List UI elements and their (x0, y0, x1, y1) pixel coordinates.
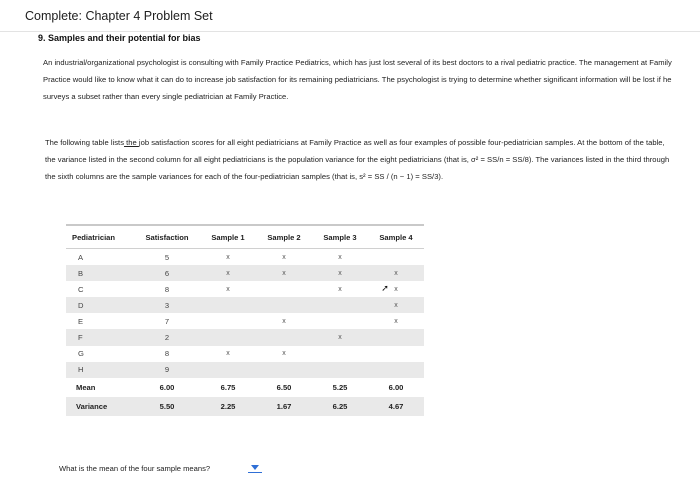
answer-dropdown[interactable] (248, 463, 262, 473)
sample-2-mark (256, 362, 312, 378)
mouse-pointer-icon: ➚ (381, 282, 389, 293)
sample-2-mark: x (282, 317, 286, 325)
pediatrician-cell: F (66, 329, 134, 345)
pediatrician-cell: D (66, 297, 134, 313)
question-text: What is the mean of the four sample means? (59, 464, 211, 473)
page-title: Complete: Chapter 4 Problem Set (25, 9, 213, 23)
satisfaction-cell: 9 (134, 362, 200, 378)
sample-4-mark-text: x (394, 285, 398, 293)
sample-4-mark (368, 329, 424, 345)
sample-3-mark (312, 297, 368, 313)
sample-1-mark (200, 362, 256, 378)
sample-4-mark (368, 362, 424, 378)
sample-2-mark (256, 297, 312, 313)
pediatrician-cell: H (66, 362, 134, 378)
variance-sample-2: 1.67 (256, 397, 312, 416)
sample-1-mark (200, 329, 256, 345)
sample-3-mark (312, 362, 368, 378)
variance-sample-3: 6.25 (312, 397, 368, 416)
table-row (66, 281, 424, 297)
mean-sample-4: 6.00 (388, 382, 404, 392)
top-bar (0, 0, 700, 32)
variance-sample-1: 2.25 (200, 397, 256, 416)
sample-3-mark (312, 313, 368, 329)
sample-2-mark: x (282, 253, 286, 261)
satisfaction-cell: 8 (164, 349, 170, 359)
sample-4-mark (368, 249, 424, 266)
sample-1-mark (200, 313, 256, 329)
sample-2-mark: x (282, 350, 286, 358)
mean-label: Mean (76, 382, 96, 392)
header-sample-3: Sample 3 (312, 226, 368, 249)
table-intro-paragraph (45, 134, 675, 186)
header-sample-4: Sample 4 (368, 226, 424, 249)
pediatrician-cell: B (66, 265, 134, 281)
sample-2-mark (256, 281, 312, 297)
sample-3-mark: x (338, 253, 342, 261)
satisfaction-cell: 3 (134, 297, 200, 313)
table-row (66, 265, 424, 281)
sample-3-mark: x (312, 265, 368, 281)
sample-1-mark (200, 297, 256, 313)
variance-sample-4: 4.67 (368, 397, 424, 416)
pediatrician-cell: C (78, 284, 84, 294)
table-row (66, 329, 424, 345)
sample-4-mark (368, 346, 424, 362)
table-header-row (66, 226, 424, 249)
satisfaction-cell: 7 (164, 316, 170, 326)
sample-1-mark: x (226, 253, 230, 261)
sample-2-mark: x (256, 265, 312, 281)
mean-row (66, 378, 424, 397)
table-intro-start: The following table lists (45, 138, 125, 147)
satisfaction-cell: 8 (164, 284, 170, 294)
mean-sample-3: 5.25 (332, 382, 348, 392)
mean-satisfaction: 6.00 (159, 382, 175, 392)
sample-3-mark (312, 346, 368, 362)
pediatrician-cell: E (78, 316, 84, 326)
header-pediatrician: Pediatrician (66, 226, 134, 249)
table-row (66, 346, 424, 362)
sample-3-mark: x (312, 329, 368, 345)
header-sample-1: Sample 1 (200, 226, 256, 249)
table-row (66, 313, 424, 329)
pediatrician-cell: A (78, 252, 84, 262)
pediatrician-cell: G (78, 349, 84, 359)
sample-3-mark: x (338, 285, 342, 293)
dropdown-underline (248, 472, 262, 473)
satisfaction-cell: 5 (164, 252, 170, 262)
sample-1-mark: x (200, 265, 256, 281)
sample-1-mark: x (226, 285, 230, 293)
table-intro-struck: the (124, 138, 139, 147)
satisfaction-cell: 6 (134, 265, 200, 281)
dropdown-arrow-icon (251, 465, 259, 470)
sample-2-mark (256, 329, 312, 345)
table-intro-rest: job satisfaction scores for all eight pediatricians at Family Practice as well as four examples of possible four-pediatrician samples. At the bottom of the table, the variance listed in the second column for all eight pediatricians is the population variance for the eight pediatricians (that is, σ² = SS/n = SS/8). The variances listed in the third through the sixth columns are the sample variances for each of the four-pediatrician samples (that is, s² = SS / (n − 1) = SS/3). (45, 138, 670, 182)
intro-paragraph: An industrial/organizational psychologist is consulting with Family Practice Pediatrics, which has just lost several of its best doctors to a rival pediatric practice. The management at Family Practice would like to know what it can do to increase job satisfaction for its remaining pediatricians. The psychologist is trying to determine whether significant information will be lost if he surveys a subset rather than every single pediatrician at Family Practice. (43, 58, 672, 102)
variance-row (66, 397, 424, 416)
table-row (66, 362, 424, 378)
mean-sample-2: 6.50 (276, 382, 292, 392)
variance-satisfaction: 5.50 (134, 397, 200, 416)
variance-label: Variance (66, 397, 134, 416)
sample-4-mark: x (368, 297, 424, 313)
sample-4-mark: x (394, 317, 398, 325)
satisfaction-cell: 2 (134, 329, 200, 345)
sample-4-mark: x (368, 265, 424, 281)
mean-sample-1: 6.75 (220, 382, 236, 392)
header-sample-2: Sample 2 (256, 226, 312, 249)
table-row (66, 297, 424, 313)
problem-heading: 9. Samples and their potential for bias (38, 33, 201, 43)
sample-4-mark (368, 281, 424, 297)
header-satisfaction: Satisfaction (134, 226, 200, 249)
cursor-wrap (381, 282, 398, 293)
table-row (66, 249, 424, 266)
sample-1-mark: x (226, 350, 230, 358)
satisfaction-table (66, 224, 424, 416)
